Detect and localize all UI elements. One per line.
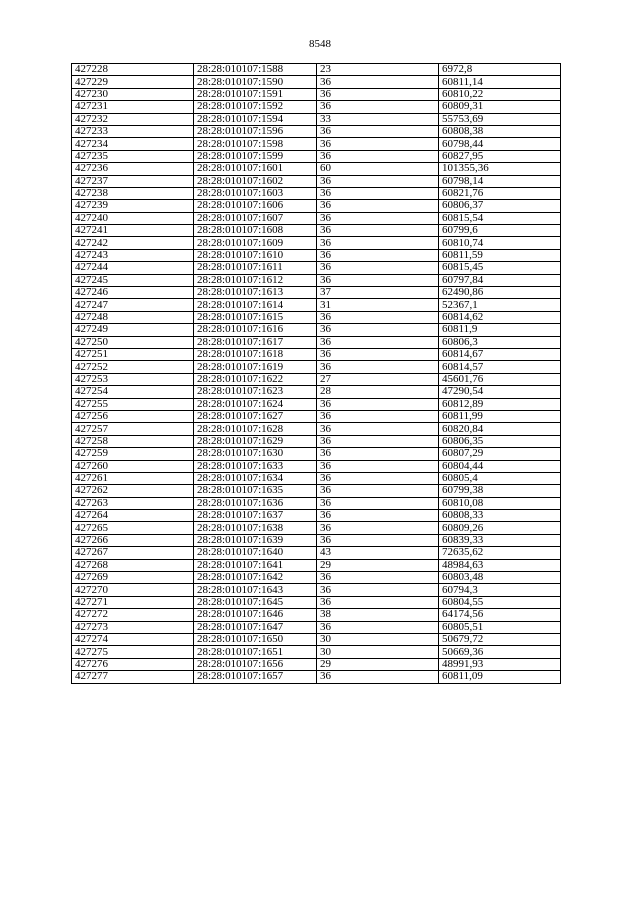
area-cell: 28 — [317, 386, 439, 398]
value-cell: 50679,72 — [439, 633, 561, 645]
table-row — [72, 609, 561, 621]
table-row — [72, 249, 561, 261]
area-cell: 36 — [317, 423, 439, 435]
table-row — [72, 373, 561, 385]
record-number-cell: 427249 — [72, 324, 194, 336]
area-cell: 36 — [317, 125, 439, 137]
table-row — [72, 534, 561, 546]
record-number-cell: 427231 — [72, 101, 194, 113]
value-cell: 55753,69 — [439, 113, 561, 125]
cadastral-number-cell: 28:28:010107:1618 — [194, 348, 317, 360]
data-table — [71, 63, 561, 684]
cadastral-number-cell: 28:28:010107:1601 — [194, 163, 317, 175]
record-number-cell: 427235 — [72, 150, 194, 162]
cadastral-number-cell: 28:28:010107:1641 — [194, 559, 317, 571]
value-cell: 60807,29 — [439, 448, 561, 460]
table-row — [72, 386, 561, 398]
value-cell: 60820,84 — [439, 423, 561, 435]
value-cell: 60809,26 — [439, 522, 561, 534]
table-row — [72, 572, 561, 584]
table-row — [72, 633, 561, 645]
record-number-cell: 427251 — [72, 348, 194, 360]
area-cell: 36 — [317, 572, 439, 584]
record-number-cell: 427263 — [72, 497, 194, 509]
table-row — [72, 64, 561, 76]
cadastral-number-cell: 28:28:010107:1623 — [194, 386, 317, 398]
record-number-cell: 427232 — [72, 113, 194, 125]
cadastral-number-cell: 28:28:010107:1629 — [194, 435, 317, 447]
area-cell: 36 — [317, 212, 439, 224]
table-row — [72, 76, 561, 88]
value-cell: 60806,3 — [439, 336, 561, 348]
area-cell: 36 — [317, 522, 439, 534]
value-cell: 60839,33 — [439, 534, 561, 546]
area-cell: 36 — [317, 249, 439, 261]
cadastral-number-cell: 28:28:010107:1657 — [194, 671, 317, 683]
value-cell: 60797,84 — [439, 274, 561, 286]
value-cell: 60811,59 — [439, 249, 561, 261]
record-number-cell: 427243 — [72, 249, 194, 261]
table-row — [72, 423, 561, 435]
value-cell: 45601,76 — [439, 373, 561, 385]
cadastral-number-cell: 28:28:010107:1614 — [194, 299, 317, 311]
record-number-cell: 427241 — [72, 225, 194, 237]
record-number-cell: 427250 — [72, 336, 194, 348]
area-cell: 29 — [317, 658, 439, 670]
cadastral-number-cell: 28:28:010107:1616 — [194, 324, 317, 336]
area-cell: 36 — [317, 336, 439, 348]
cadastral-number-cell: 28:28:010107:1656 — [194, 658, 317, 670]
value-cell: 72635,62 — [439, 547, 561, 559]
value-cell: 50669,36 — [439, 646, 561, 658]
value-cell: 52367,1 — [439, 299, 561, 311]
area-cell: 36 — [317, 410, 439, 422]
area-cell: 29 — [317, 559, 439, 571]
value-cell: 101355,36 — [439, 163, 561, 175]
cadastral-number-cell: 28:28:010107:1630 — [194, 448, 317, 460]
record-number-cell: 427260 — [72, 460, 194, 472]
area-cell: 36 — [317, 200, 439, 212]
cadastral-number-cell: 28:28:010107:1642 — [194, 572, 317, 584]
cadastral-number-cell: 28:28:010107:1645 — [194, 596, 317, 608]
area-cell: 36 — [317, 311, 439, 323]
value-cell: 60803,48 — [439, 572, 561, 584]
area-cell: 36 — [317, 76, 439, 88]
value-cell: 60798,44 — [439, 138, 561, 150]
area-cell: 36 — [317, 138, 439, 150]
table-row — [72, 658, 561, 670]
value-cell: 60794,3 — [439, 584, 561, 596]
table-row — [72, 472, 561, 484]
value-cell: 60806,35 — [439, 435, 561, 447]
table-row — [72, 88, 561, 100]
table-row — [72, 596, 561, 608]
value-cell: 60821,76 — [439, 187, 561, 199]
table-row — [72, 547, 561, 559]
cadastral-number-cell: 28:28:010107:1638 — [194, 522, 317, 534]
value-cell: 47290,54 — [439, 386, 561, 398]
value-cell: 60811,99 — [439, 410, 561, 422]
record-number-cell: 427238 — [72, 187, 194, 199]
cadastral-number-cell: 28:28:010107:1596 — [194, 125, 317, 137]
area-cell: 36 — [317, 621, 439, 633]
record-number-cell: 427247 — [72, 299, 194, 311]
area-cell: 36 — [317, 324, 439, 336]
record-number-cell: 427274 — [72, 633, 194, 645]
record-number-cell: 427255 — [72, 398, 194, 410]
area-cell: 36 — [317, 448, 439, 460]
area-cell: 36 — [317, 187, 439, 199]
area-cell: 36 — [317, 101, 439, 113]
area-cell: 60 — [317, 163, 439, 175]
value-cell: 60811,9 — [439, 324, 561, 336]
record-number-cell: 427264 — [72, 510, 194, 522]
record-number-cell: 427275 — [72, 646, 194, 658]
table-row — [72, 101, 561, 113]
cadastral-number-cell: 28:28:010107:1627 — [194, 410, 317, 422]
value-cell: 48984,63 — [439, 559, 561, 571]
cadastral-number-cell: 28:28:010107:1590 — [194, 76, 317, 88]
table-row — [72, 324, 561, 336]
record-number-cell: 427269 — [72, 572, 194, 584]
cadastral-number-cell: 28:28:010107:1588 — [194, 64, 317, 76]
value-cell: 60814,67 — [439, 348, 561, 360]
area-cell: 36 — [317, 596, 439, 608]
area-cell: 30 — [317, 646, 439, 658]
table-row — [72, 398, 561, 410]
value-cell: 60804,44 — [439, 460, 561, 472]
area-cell: 36 — [317, 225, 439, 237]
table-row — [72, 348, 561, 360]
record-number-cell: 427228 — [72, 64, 194, 76]
value-cell: 60799,38 — [439, 485, 561, 497]
cadastral-number-cell: 28:28:010107:1635 — [194, 485, 317, 497]
value-cell: 60805,51 — [439, 621, 561, 633]
record-number-cell: 427230 — [72, 88, 194, 100]
record-number-cell: 427270 — [72, 584, 194, 596]
cadastral-number-cell: 28:28:010107:1591 — [194, 88, 317, 100]
record-number-cell: 427229 — [72, 76, 194, 88]
cadastral-number-cell: 28:28:010107:1624 — [194, 398, 317, 410]
table-body — [72, 64, 561, 684]
cadastral-number-cell: 28:28:010107:1633 — [194, 460, 317, 472]
area-cell: 36 — [317, 435, 439, 447]
record-number-cell: 427253 — [72, 373, 194, 385]
value-cell: 60809,31 — [439, 101, 561, 113]
area-cell: 36 — [317, 274, 439, 286]
table-row — [72, 262, 561, 274]
cadastral-number-cell: 28:28:010107:1603 — [194, 187, 317, 199]
area-cell: 33 — [317, 113, 439, 125]
value-cell: 60799,6 — [439, 225, 561, 237]
record-number-cell: 427268 — [72, 559, 194, 571]
table-row — [72, 113, 561, 125]
table-row — [72, 646, 561, 658]
table-row — [72, 584, 561, 596]
value-cell: 60810,08 — [439, 497, 561, 509]
cadastral-number-cell: 28:28:010107:1622 — [194, 373, 317, 385]
record-number-cell: 427272 — [72, 609, 194, 621]
area-cell: 36 — [317, 262, 439, 274]
table-row — [72, 497, 561, 509]
table-row — [72, 435, 561, 447]
table-row — [72, 200, 561, 212]
area-cell: 31 — [317, 299, 439, 311]
cadastral-number-cell: 28:28:010107:1646 — [194, 609, 317, 621]
table-row — [72, 299, 561, 311]
value-cell: 60814,57 — [439, 361, 561, 373]
value-cell: 60804,55 — [439, 596, 561, 608]
table-row — [72, 175, 561, 187]
cadastral-number-cell: 28:28:010107:1612 — [194, 274, 317, 286]
table-row — [72, 212, 561, 224]
value-cell: 60806,37 — [439, 200, 561, 212]
area-cell: 36 — [317, 361, 439, 373]
cadastral-number-cell: 28:28:010107:1650 — [194, 633, 317, 645]
table-row — [72, 125, 561, 137]
area-cell: 36 — [317, 175, 439, 187]
area-cell: 36 — [317, 460, 439, 472]
area-cell: 36 — [317, 671, 439, 683]
area-cell: 36 — [317, 472, 439, 484]
value-cell: 60808,38 — [439, 125, 561, 137]
record-number-cell: 427262 — [72, 485, 194, 497]
table-row — [72, 237, 561, 249]
value-cell: 60812,89 — [439, 398, 561, 410]
cadastral-number-cell: 28:28:010107:1628 — [194, 423, 317, 435]
value-cell: 60798,14 — [439, 175, 561, 187]
cadastral-number-cell: 28:28:010107:1609 — [194, 237, 317, 249]
area-cell: 38 — [317, 609, 439, 621]
record-number-cell: 427239 — [72, 200, 194, 212]
value-cell: 60810,22 — [439, 88, 561, 100]
cadastral-number-cell: 28:28:010107:1643 — [194, 584, 317, 596]
table-row — [72, 448, 561, 460]
record-number-cell: 427252 — [72, 361, 194, 373]
value-cell: 60814,62 — [439, 311, 561, 323]
area-cell: 27 — [317, 373, 439, 385]
table-row — [72, 274, 561, 286]
record-number-cell: 427277 — [72, 671, 194, 683]
value-cell: 48991,93 — [439, 658, 561, 670]
record-number-cell: 427259 — [72, 448, 194, 460]
table-row — [72, 361, 561, 373]
cadastral-number-cell: 28:28:010107:1592 — [194, 101, 317, 113]
value-cell: 60808,33 — [439, 510, 561, 522]
record-number-cell: 427261 — [72, 472, 194, 484]
table-row — [72, 510, 561, 522]
record-number-cell: 427237 — [72, 175, 194, 187]
area-cell: 36 — [317, 348, 439, 360]
table-row — [72, 225, 561, 237]
cadastral-number-cell: 28:28:010107:1613 — [194, 287, 317, 299]
value-cell: 60815,45 — [439, 262, 561, 274]
cadastral-number-cell: 28:28:010107:1636 — [194, 497, 317, 509]
table-row — [72, 522, 561, 534]
record-number-cell: 427267 — [72, 547, 194, 559]
value-cell: 6972,8 — [439, 64, 561, 76]
record-number-cell: 427236 — [72, 163, 194, 175]
record-number-cell: 427265 — [72, 522, 194, 534]
value-cell: 60811,09 — [439, 671, 561, 683]
record-number-cell: 427240 — [72, 212, 194, 224]
cadastral-number-cell: 28:28:010107:1651 — [194, 646, 317, 658]
record-number-cell: 427245 — [72, 274, 194, 286]
page-number: 8548 — [309, 38, 331, 50]
cadastral-number-cell: 28:28:010107:1634 — [194, 472, 317, 484]
cadastral-number-cell: 28:28:010107:1639 — [194, 534, 317, 546]
cadastral-number-cell: 28:28:010107:1606 — [194, 200, 317, 212]
cadastral-number-cell: 28:28:010107:1615 — [194, 311, 317, 323]
table-row — [72, 163, 561, 175]
area-cell: 36 — [317, 150, 439, 162]
cadastral-number-cell: 28:28:010107:1611 — [194, 262, 317, 274]
cadastral-number-cell: 28:28:010107:1619 — [194, 361, 317, 373]
area-cell: 36 — [317, 88, 439, 100]
record-number-cell: 427271 — [72, 596, 194, 608]
table-row — [72, 410, 561, 422]
value-cell: 62490,86 — [439, 287, 561, 299]
area-cell: 36 — [317, 497, 439, 509]
record-number-cell: 427266 — [72, 534, 194, 546]
cadastral-number-cell: 28:28:010107:1599 — [194, 150, 317, 162]
area-cell: 36 — [317, 584, 439, 596]
record-number-cell: 427244 — [72, 262, 194, 274]
cadastral-number-cell: 28:28:010107:1598 — [194, 138, 317, 150]
table-row — [72, 336, 561, 348]
table-row — [72, 460, 561, 472]
record-number-cell: 427276 — [72, 658, 194, 670]
table-row — [72, 187, 561, 199]
record-number-cell: 427233 — [72, 125, 194, 137]
cadastral-number-cell: 28:28:010107:1617 — [194, 336, 317, 348]
area-cell: 36 — [317, 237, 439, 249]
value-cell: 60810,74 — [439, 237, 561, 249]
table-row — [72, 559, 561, 571]
record-number-cell: 427273 — [72, 621, 194, 633]
value-cell: 60827,95 — [439, 150, 561, 162]
value-cell: 60815,54 — [439, 212, 561, 224]
value-cell: 64174,56 — [439, 609, 561, 621]
cadastral-number-cell: 28:28:010107:1647 — [194, 621, 317, 633]
cadastral-number-cell: 28:28:010107:1608 — [194, 225, 317, 237]
cadastral-number-cell: 28:28:010107:1594 — [194, 113, 317, 125]
record-number-cell: 427248 — [72, 311, 194, 323]
record-number-cell: 427256 — [72, 410, 194, 422]
area-cell: 36 — [317, 398, 439, 410]
value-cell: 60811,14 — [439, 76, 561, 88]
table-row — [72, 311, 561, 323]
area-cell: 43 — [317, 547, 439, 559]
cadastral-number-cell: 28:28:010107:1610 — [194, 249, 317, 261]
record-number-cell: 427254 — [72, 386, 194, 398]
cadastral-number-cell: 28:28:010107:1637 — [194, 510, 317, 522]
value-cell: 60805,4 — [439, 472, 561, 484]
area-cell: 30 — [317, 633, 439, 645]
area-cell: 36 — [317, 534, 439, 546]
table-row — [72, 150, 561, 162]
area-cell: 37 — [317, 287, 439, 299]
table-row — [72, 621, 561, 633]
cadastral-number-cell: 28:28:010107:1640 — [194, 547, 317, 559]
record-number-cell: 427242 — [72, 237, 194, 249]
record-number-cell: 427246 — [72, 287, 194, 299]
area-cell: 36 — [317, 485, 439, 497]
table-row — [72, 287, 561, 299]
record-number-cell: 427258 — [72, 435, 194, 447]
record-number-cell: 427234 — [72, 138, 194, 150]
record-number-cell: 427257 — [72, 423, 194, 435]
table-row — [72, 485, 561, 497]
area-cell: 23 — [317, 64, 439, 76]
table-row — [72, 671, 561, 683]
cadastral-number-cell: 28:28:010107:1607 — [194, 212, 317, 224]
area-cell: 36 — [317, 510, 439, 522]
table-row — [72, 138, 561, 150]
cadastral-number-cell: 28:28:010107:1602 — [194, 175, 317, 187]
